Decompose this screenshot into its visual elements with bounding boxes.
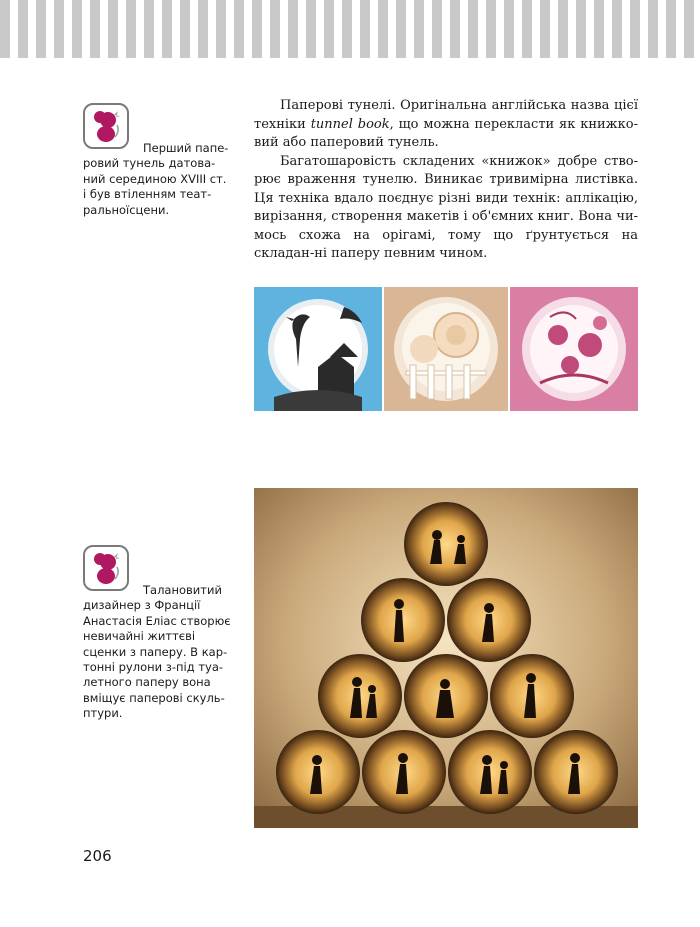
term-tunnel-book: tunnel book xyxy=(310,116,390,132)
side-note-1-first-line: Перший папе- xyxy=(143,141,229,155)
page-number: 206 xyxy=(83,847,112,865)
tunnel-book-image-sunflower xyxy=(384,287,508,411)
tunnel-book-image-flowers xyxy=(510,287,638,411)
side-note-2 xyxy=(83,583,233,722)
top-stripe-band xyxy=(0,0,700,58)
side-note-2-body: дизайнер з Франції Анастасія Еліас створює невичайні життєві сценки з паперу. В кар-тонні рулони з-під туа-летного паперу вона вміщує паперові скуль-птури. xyxy=(83,598,231,721)
paragraph-2: Багатошаровість складених «книжок» добре ство-рює враження тунелю. Виникає тривимірна листівка. Ця техніка вдало поєднує різні види технік: аплікацію, вирізання, створення макетів і об'ємних книг. Вона чи-мось схожа на орігамі, тому що ґрунтується на складан-ні паперу певним чином. xyxy=(254,153,638,261)
side-note-1-body: ровий тунель датова-ний серединою XVIII ст. і був втіленням теат-ральноїсцени. xyxy=(83,156,227,217)
paragraph-1: Паперові тунелі. Оригінальна англійська назва цієї техніки tunnel book, що можна перекласти як книжко-вий або паперовий тунель. xyxy=(254,98,638,150)
side-note-2-first-line: Талановитий xyxy=(143,583,222,597)
paper-roll-sculptures-photo xyxy=(254,488,638,828)
main-text xyxy=(254,97,638,264)
tunnel-book-image-stork xyxy=(254,287,382,411)
side-note-1 xyxy=(83,141,233,218)
